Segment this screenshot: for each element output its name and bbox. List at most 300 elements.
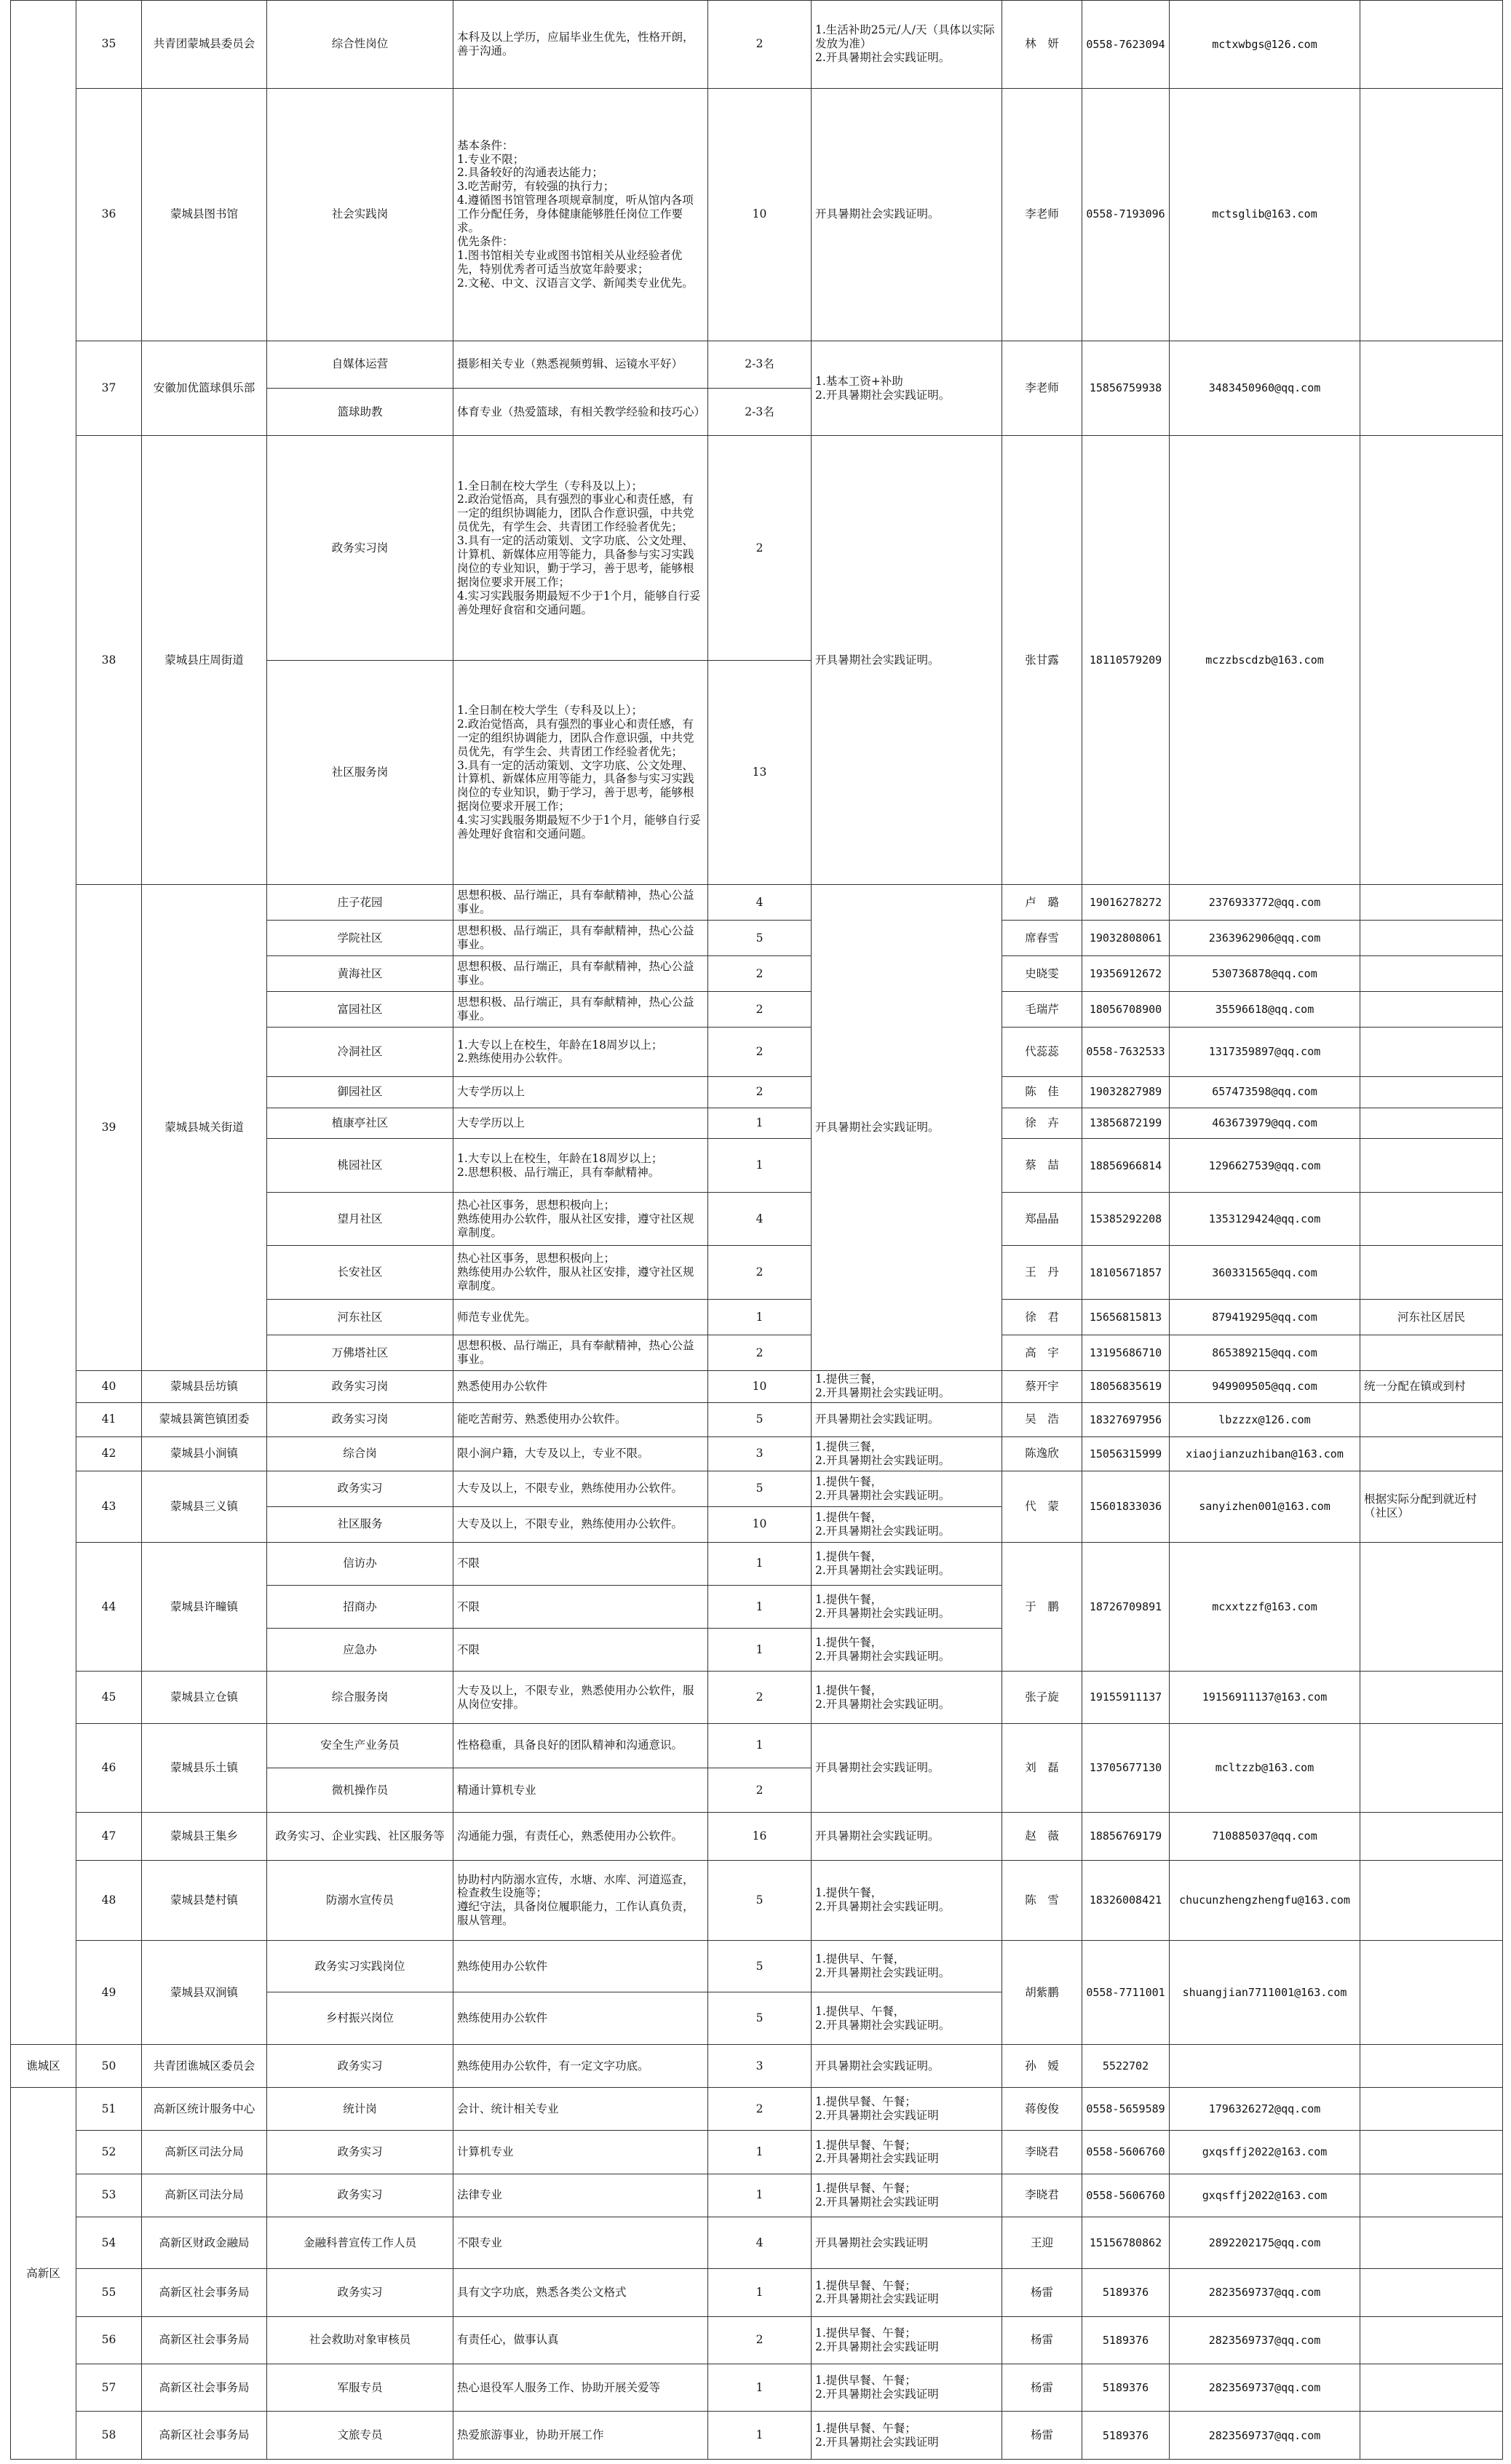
organization: 高新区司法分局 [142, 2131, 267, 2174]
email: 2363962906@qq.com [1170, 921, 1360, 956]
note [1360, 1723, 1503, 1813]
phone: 0558-7193096 [1082, 88, 1170, 341]
contact-person: 陈 雪 [1002, 1860, 1082, 1940]
district-cell: 谯城区 [11, 2044, 76, 2087]
email: 530736878@qq.com [1170, 956, 1360, 992]
headcount: 1 [708, 2412, 812, 2460]
requirements: 精通计算机专业 [453, 1768, 708, 1813]
contact-person: 席春雪 [1002, 921, 1082, 956]
position: 社会实践岗 [267, 88, 453, 341]
note [1360, 88, 1503, 341]
row-number: 55 [76, 2269, 142, 2316]
email: 2823569737@qq.com [1170, 2412, 1360, 2460]
position: 社会救助对象审核员 [267, 2316, 453, 2364]
position: 统计岗 [267, 2088, 453, 2131]
contact-person: 孙 嫒 [1002, 2044, 1082, 2087]
organization: 安徽加优篮球俱乐部 [142, 341, 267, 436]
headcount: 10 [708, 1370, 812, 1402]
requirements: 基本条件： 1.专业不限； 2.具备较好的沟通表达能力； 3.吃苦耐劳，有较强的执行力； 4.遵循图书馆管理各项规章制度，听从馆内各项工作分配任务，身体健康能够胜任岗位工作要求。 优先条件： 1.图书馆相关专业或图书馆相关从业经验者优先，特别优秀者可适当放宽年龄要求； 2.文秘、中文、汉语言文学、新闻类专业优先。 [453, 88, 708, 341]
table-row [11, 1542, 1503, 1585]
district-cell [11, 1, 76, 2045]
contact-person: 刘 磊 [1002, 1723, 1082, 1813]
organization: 共青团蒙城县委员会 [142, 1, 267, 89]
row-number: 53 [76, 2174, 142, 2217]
requirements: 本科及以上学历，应届毕业生优先，性格开朗，善于沟通。 [453, 1, 708, 89]
contact-person: 王迎 [1002, 2217, 1082, 2268]
email: mczzbscdzb@163.com [1170, 436, 1360, 885]
email: 2823569737@qq.com [1170, 2364, 1360, 2411]
note: 根据实际分配到就近村（社区） [1360, 1471, 1503, 1542]
benefits: 开具暑期社会实践证明。 [812, 1813, 1002, 1860]
note [1360, 1139, 1503, 1193]
table-row [11, 436, 1503, 660]
organization: 蒙城县楚村镇 [142, 1860, 267, 1940]
contact-person: 林 妍 [1002, 1, 1082, 89]
position: 冷洞社区 [267, 1028, 453, 1076]
organization: 蒙城县三义镇 [142, 1471, 267, 1542]
headcount: 1 [708, 1542, 812, 1585]
table-row [11, 1, 1503, 89]
position: 富园社区 [267, 992, 453, 1028]
benefits: 1.生活补助25元/人/天（具体以实际发放为准） 2.开具暑期社会实践证明。 [812, 1, 1002, 89]
note [1360, 956, 1503, 992]
row-number: 54 [76, 2217, 142, 2268]
contact-person: 胡紫鹏 [1002, 1940, 1082, 2044]
headcount: 4 [708, 885, 812, 921]
email: 1353129424@qq.com [1170, 1192, 1360, 1246]
position: 微机操作员 [267, 1768, 453, 1813]
email: 2892202175@qq.com [1170, 2217, 1360, 2268]
table-row [11, 1402, 1503, 1436]
email [1170, 2044, 1360, 2087]
benefits: 1.提供早、午餐， 2.开具暑期社会实践证明。 [812, 1992, 1002, 2044]
email: lbzzzx@126.com [1170, 1402, 1360, 1436]
requirements: 不限专业 [453, 2217, 708, 2268]
headcount: 1 [708, 1629, 812, 1672]
contact-person: 蔡开宇 [1002, 1370, 1082, 1402]
email: mctxwbgs@126.com [1170, 1, 1360, 89]
row-number: 46 [76, 1723, 142, 1813]
requirements: 1.大专以上在校生，年龄在18周岁以上； 2.思想积极、品行端正，具有奉献精神。 [453, 1139, 708, 1193]
phone: 18056708900 [1082, 992, 1170, 1028]
email: 865389215@qq.com [1170, 1335, 1360, 1370]
email: 19156911137@163.com [1170, 1672, 1360, 1723]
contact-person: 张甘露 [1002, 436, 1082, 885]
note [1360, 1402, 1503, 1436]
phone: 5522702 [1082, 2044, 1170, 2087]
note [1360, 2174, 1503, 2217]
position: 应急办 [267, 1629, 453, 1672]
requirements: 热爱旅游事业，协助开展工作 [453, 2412, 708, 2460]
benefits: 开具暑期社会实践证明。 [812, 885, 1002, 1371]
organization: 蒙城县小涧镇 [142, 1436, 267, 1471]
row-number: 45 [76, 1672, 142, 1723]
benefits: 开具暑期社会实践证明。 [812, 1723, 1002, 1813]
note [1360, 1860, 1503, 1940]
contact-person: 徐 卉 [1002, 1108, 1082, 1139]
benefits: 1.提供午餐， 2.开具暑期社会实践证明。 [812, 1506, 1002, 1542]
phone: 5189376 [1082, 2269, 1170, 2316]
organization: 蒙城县城关街道 [142, 885, 267, 1371]
row-number: 37 [76, 341, 142, 436]
table-row [11, 1471, 1503, 1506]
email: shuangjian7711001@163.com [1170, 1940, 1360, 2044]
position: 庄子花园 [267, 885, 453, 921]
position: 政务实习、企业实践、社区服务等 [267, 1813, 453, 1860]
table-row [11, 2217, 1503, 2268]
contact-person: 吴 浩 [1002, 1402, 1082, 1436]
note [1360, 1335, 1503, 1370]
headcount: 1 [708, 1723, 812, 1768]
position: 政务实习 [267, 2174, 453, 2217]
position: 综合岗 [267, 1436, 453, 1471]
requirements: 熟练使用办公软件，有一定文字功底。 [453, 2044, 708, 2087]
organization: 高新区司法分局 [142, 2174, 267, 2217]
requirements: 热心社区事务，思想积极向上； 熟练使用办公软件，服从社区安排，遵守社区规章制度。 [453, 1192, 708, 1246]
contact-person: 赵 薇 [1002, 1813, 1082, 1860]
position: 军服专员 [267, 2364, 453, 2411]
email: 1296627539@qq.com [1170, 1139, 1360, 1193]
requirements: 思想积极、品行端正，具有奉献精神，热心公益事业。 [453, 992, 708, 1028]
position: 综合性岗位 [267, 1, 453, 89]
phone: 18726709891 [1082, 1542, 1170, 1672]
organization: 蒙城县岳坊镇 [142, 1370, 267, 1402]
position: 信访办 [267, 1542, 453, 1585]
contact-person: 于 鹏 [1002, 1542, 1082, 1672]
note [1360, 1940, 1503, 2044]
organization: 共青团谯城区委员会 [142, 2044, 267, 2087]
requirements: 大专及以上，不限专业，熟练使用办公软件。 [453, 1506, 708, 1542]
phone: 13856872199 [1082, 1108, 1170, 1139]
contact-person: 郑晶晶 [1002, 1192, 1082, 1246]
note [1360, 2131, 1503, 2174]
note [1360, 1813, 1503, 1860]
phone: 18110579209 [1082, 436, 1170, 885]
organization: 高新区社会事务局 [142, 2316, 267, 2364]
note [1360, 1542, 1503, 1672]
note [1360, 2044, 1503, 2087]
phone: 15856759938 [1082, 341, 1170, 436]
row-number: 57 [76, 2364, 142, 2411]
phone: 18326008421 [1082, 1860, 1170, 1940]
benefits: 1.提供午餐， 2.开具暑期社会实践证明。 [812, 1471, 1002, 1506]
requirements: 师范专业优先。 [453, 1299, 708, 1335]
headcount: 1 [708, 1585, 812, 1628]
requirements: 沟通能力强，有责任心，熟悉使用办公软件。 [453, 1813, 708, 1860]
note [1360, 1246, 1503, 1300]
benefits: 1.提供早餐、午餐； 2.开具暑期社会实践证明 [812, 2088, 1002, 2131]
table-row [11, 1723, 1503, 1768]
contact-person: 卢 璐 [1002, 885, 1082, 921]
contact-person: 杨雷 [1002, 2364, 1082, 2411]
email: 2376933772@qq.com [1170, 885, 1360, 921]
position: 河东社区 [267, 1299, 453, 1335]
contact-person: 代 蒙 [1002, 1471, 1082, 1542]
headcount: 16 [708, 1813, 812, 1860]
note [1360, 1, 1503, 89]
headcount: 5 [708, 1402, 812, 1436]
headcount: 13 [708, 660, 812, 884]
phone: 0558-5659589 [1082, 2088, 1170, 2131]
table-row [11, 2131, 1503, 2174]
benefits: 1.提供早餐、午餐； 2.开具暑期社会实践证明 [812, 2316, 1002, 2364]
position: 政务实习 [267, 1471, 453, 1506]
headcount: 2 [708, 1335, 812, 1370]
phone: 18105671857 [1082, 1246, 1170, 1300]
benefits: 1.提供早餐、午餐； 2.开具暑期社会实践证明 [812, 2174, 1002, 2217]
organization: 高新区社会事务局 [142, 2364, 267, 2411]
requirements: 大专及以上，不限专业，熟悉使用办公软件，服从岗位安排。 [453, 1672, 708, 1723]
headcount: 2 [708, 992, 812, 1028]
organization: 高新区财政金融局 [142, 2217, 267, 2268]
organization: 蒙城县图书馆 [142, 88, 267, 341]
requirements: 热心退役军人服务工作、协助开展关爱等 [453, 2364, 708, 2411]
phone: 15601833036 [1082, 1471, 1170, 1542]
phone: 19155911137 [1082, 1672, 1170, 1723]
phone: 0558-7623094 [1082, 1, 1170, 89]
position: 黄海社区 [267, 956, 453, 992]
email: 2823569737@qq.com [1170, 2316, 1360, 2364]
headcount: 5 [708, 1860, 812, 1940]
note [1360, 2088, 1503, 2131]
phone: 0558-7632533 [1082, 1028, 1170, 1076]
email: 2823569737@qq.com [1170, 2269, 1360, 2316]
phone: 15656815813 [1082, 1299, 1170, 1335]
contact-person: 杨雷 [1002, 2412, 1082, 2460]
requirements: 思想积极、品行端正，具有奉献精神，热心公益事业。 [453, 1335, 708, 1370]
benefits: 1.提供午餐， 2.开具暑期社会实践证明。 [812, 1585, 1002, 1628]
row-number: 41 [76, 1402, 142, 1436]
phone: 0558-7711001 [1082, 1940, 1170, 2044]
requirements: 不限 [453, 1585, 708, 1628]
headcount: 3 [708, 1436, 812, 1471]
note [1360, 436, 1503, 885]
contact-person: 李老师 [1002, 341, 1082, 436]
row-number: 52 [76, 2131, 142, 2174]
benefits: 1.提供三餐， 2.开具暑期社会实践证明。 [812, 1436, 1002, 1471]
benefits: 1.基本工资+补助 2.开具暑期社会实践证明。 [812, 341, 1002, 436]
benefits: 1.提供午餐， 2.开具暑期社会实践证明。 [812, 1629, 1002, 1672]
headcount: 2-3名 [708, 341, 812, 388]
headcount: 1 [708, 2364, 812, 2411]
organization: 蒙城县许疃镇 [142, 1542, 267, 1672]
headcount: 2 [708, 1246, 812, 1300]
position: 社区服务岗 [267, 660, 453, 884]
benefits: 开具暑期社会实践证明。 [812, 436, 1002, 885]
position: 政务实习 [267, 2131, 453, 2174]
requirements: 1.全日制在校大学生（专科及以上）； 2.政治觉悟高，具有强烈的事业心和责任感，有一定的组织协调能力，团队合作意识强，中共党员优先，有学生会、共青团工作经验者优先； 3.具有一定的活动策划、文字功底、公文处理、计算机、新媒体应用等能力，具备参与实习实践岗位的专业知识，勤于学习，善于思考，能够根据岗位要求开展工作； 4.实习实践服务期最短不少于1个月，能够自行妥善处理好食宿和交通问题。 [453, 436, 708, 660]
requirements: 有责任心，做事认真 [453, 2316, 708, 2364]
benefits: 1.提供午餐， 2.开具暑期社会实践证明。 [812, 1542, 1002, 1585]
position: 乡村振兴岗位 [267, 1992, 453, 2044]
phone: 18856966814 [1082, 1139, 1170, 1193]
row-number: 56 [76, 2316, 142, 2364]
headcount: 2 [708, 1, 812, 89]
headcount: 2 [708, 436, 812, 660]
note [1360, 341, 1503, 436]
table-row [11, 2364, 1503, 2411]
note [1360, 921, 1503, 956]
benefits: 1.提供早餐、午餐； 2.开具暑期社会实践证明 [812, 2269, 1002, 2316]
note [1360, 2364, 1503, 2411]
requirements: 不限 [453, 1542, 708, 1585]
contact-person: 王 丹 [1002, 1246, 1082, 1300]
headcount: 2 [708, 1076, 812, 1108]
row-number: 50 [76, 2044, 142, 2087]
headcount: 4 [708, 1192, 812, 1246]
organization: 蒙城县乐土镇 [142, 1723, 267, 1813]
recruitment-table [10, 0, 1503, 2460]
headcount: 2 [708, 1028, 812, 1076]
requirements: 思想积极、品行端正，具有奉献精神，热心公益事业。 [453, 921, 708, 956]
row-number: 42 [76, 1436, 142, 1471]
email: gxqsffj2022@163.com [1170, 2174, 1360, 2217]
row-number: 40 [76, 1370, 142, 1402]
note [1360, 1108, 1503, 1139]
note [1360, 992, 1503, 1028]
email: 3483450960@qq.com [1170, 341, 1360, 436]
table-row [11, 1860, 1503, 1940]
headcount: 10 [708, 1506, 812, 1542]
headcount: 2 [708, 2088, 812, 2131]
table-row [11, 2044, 1503, 2087]
headcount: 1 [708, 1139, 812, 1193]
position: 篮球助教 [267, 389, 453, 436]
table-row [11, 341, 1503, 388]
headcount: 10 [708, 88, 812, 341]
email: 1317359897@qq.com [1170, 1028, 1360, 1076]
headcount: 2 [708, 956, 812, 992]
headcount: 5 [708, 1471, 812, 1506]
requirements: 热心社区事务，思想积极向上； 熟练使用办公软件，服从社区安排，遵守社区规章制度。 [453, 1246, 708, 1300]
table-row [11, 2412, 1503, 2460]
table-row [11, 1940, 1503, 1992]
headcount: 5 [708, 1940, 812, 1992]
row-number: 43 [76, 1471, 142, 1542]
requirements: 能吃苦耐劳、熟悉使用办公软件。 [453, 1402, 708, 1436]
phone: 13705677130 [1082, 1723, 1170, 1813]
benefits: 开具暑期社会实践证明。 [812, 88, 1002, 341]
phone: 5189376 [1082, 2316, 1170, 2364]
phone: 19032808061 [1082, 921, 1170, 956]
benefits: 1.提供早餐、午餐； 2.开具暑期社会实践证明 [812, 2364, 1002, 2411]
table-row [11, 88, 1503, 341]
row-number: 47 [76, 1813, 142, 1860]
note [1360, 1672, 1503, 1723]
contact-person: 徐 君 [1002, 1299, 1082, 1335]
organization: 蒙城县立仓镇 [142, 1672, 267, 1723]
headcount: 1 [708, 2174, 812, 2217]
requirements: 具有文字功底，熟悉各类公文格式 [453, 2269, 708, 2316]
requirements: 限小涧户籍，大专及以上，专业不限。 [453, 1436, 708, 1471]
contact-person: 蒋俊俊 [1002, 2088, 1082, 2131]
contact-person: 张子旋 [1002, 1672, 1082, 1723]
table-row [11, 1436, 1503, 1471]
position: 御园社区 [267, 1076, 453, 1108]
contact-person: 李老师 [1002, 88, 1082, 341]
requirements: 熟悉使用办公软件 [453, 1370, 708, 1402]
table-row [11, 2088, 1503, 2131]
phone: 18856769179 [1082, 1813, 1170, 1860]
row-number: 58 [76, 2412, 142, 2460]
position: 防溺水宣传员 [267, 1860, 453, 1940]
phone: 5189376 [1082, 2412, 1170, 2460]
phone: 18056835619 [1082, 1370, 1170, 1402]
row-number: 48 [76, 1860, 142, 1940]
contact-person: 毛瑞芹 [1002, 992, 1082, 1028]
email: 879419295@qq.com [1170, 1299, 1360, 1335]
phone: 0558-5606760 [1082, 2174, 1170, 2217]
phone: 0558-5606760 [1082, 2131, 1170, 2174]
phone: 5189376 [1082, 2364, 1170, 2411]
table-row [11, 2316, 1503, 2364]
phone: 13195686710 [1082, 1335, 1170, 1370]
benefits: 开具暑期社会实践证明。 [812, 2044, 1002, 2087]
phone: 19032827989 [1082, 1076, 1170, 1108]
benefits: 开具暑期社会实践证明。 [812, 1402, 1002, 1436]
requirements: 大专及以上，不限专业，熟练使用办公软件。 [453, 1471, 708, 1506]
email: 1796326272@qq.com [1170, 2088, 1360, 2131]
requirements: 协助村内防溺水宣传，水塘、水库、河道巡查，检查救生设施等； 遵纪守法，具备岗位履职能力，工作认真负责，服从管理。 [453, 1860, 708, 1940]
row-number: 36 [76, 88, 142, 341]
note [1360, 1076, 1503, 1108]
benefits: 1.提供午餐， 2.开具暑期社会实践证明。 [812, 1860, 1002, 1940]
email: mcltzzb@163.com [1170, 1723, 1360, 1813]
requirements: 1.大专以上在校生，年龄在18周岁以上； 2.熟练使用办公软件。 [453, 1028, 708, 1076]
table-row [11, 1370, 1503, 1402]
requirements: 会计、统计相关专业 [453, 2088, 708, 2131]
table-row [11, 1813, 1503, 1860]
row-number: 35 [76, 1, 142, 89]
table-row [11, 885, 1503, 921]
phone: 19016278272 [1082, 885, 1170, 921]
note [1360, 2316, 1503, 2364]
benefits: 1.提供三餐， 2.开具暑期社会实践证明。 [812, 1370, 1002, 1402]
contact-person: 杨雷 [1002, 2316, 1082, 2364]
email: sanyizhen001@163.com [1170, 1471, 1360, 1542]
benefits: 1.提供早餐、午餐； 2.开具暑期社会实践证明 [812, 2131, 1002, 2174]
table-row [11, 1672, 1503, 1723]
row-number: 38 [76, 436, 142, 885]
benefits: 1.提供早、午餐， 2.开具暑期社会实践证明。 [812, 1940, 1002, 1992]
note [1360, 1028, 1503, 1076]
requirements: 熟练使用办公软件 [453, 1940, 708, 1992]
headcount: 2 [708, 2316, 812, 2364]
headcount: 1 [708, 1299, 812, 1335]
headcount: 2 [708, 1768, 812, 1813]
requirements: 不限 [453, 1629, 708, 1672]
requirements: 大专学历以上 [453, 1076, 708, 1108]
headcount: 2 [708, 1672, 812, 1723]
email: 657473598@qq.com [1170, 1076, 1360, 1108]
email: xiaojianzuzhiban@163.com [1170, 1436, 1360, 1471]
phone: 15056315999 [1082, 1436, 1170, 1471]
requirements: 1.全日制在校大学生（专科及以上）； 2.政治觉悟高，具有强烈的事业心和责任感，有一定的组织协调能力，团队合作意识强，中共党员优先，有学生会、共青团工作经验者优先； 3.具有一定的活动策划、文字功底、公文处理、计算机、新媒体应用等能力，具备参与实习实践岗位的专业知识，勤于学习，善于思考，能够根据岗位要求开展工作； 4.实习实践服务期最短不少于1个月，能够自行妥善处理好食宿和交通问题。 [453, 660, 708, 884]
headcount: 4 [708, 2217, 812, 2268]
position: 政务实习岗 [267, 1402, 453, 1436]
headcount: 1 [708, 1108, 812, 1139]
requirements: 熟练使用办公软件 [453, 1992, 708, 2044]
contact-person: 代蕊蕊 [1002, 1028, 1082, 1076]
district-cell: 高新区 [11, 2088, 76, 2460]
position: 安全生产业务员 [267, 1723, 453, 1768]
headcount: 3 [708, 2044, 812, 2087]
position: 植康亭社区 [267, 1108, 453, 1139]
requirements: 大专学历以上 [453, 1108, 708, 1139]
position: 政务实习岗 [267, 1370, 453, 1402]
row-number: 49 [76, 1940, 142, 2044]
contact-person: 杨雷 [1002, 2269, 1082, 2316]
